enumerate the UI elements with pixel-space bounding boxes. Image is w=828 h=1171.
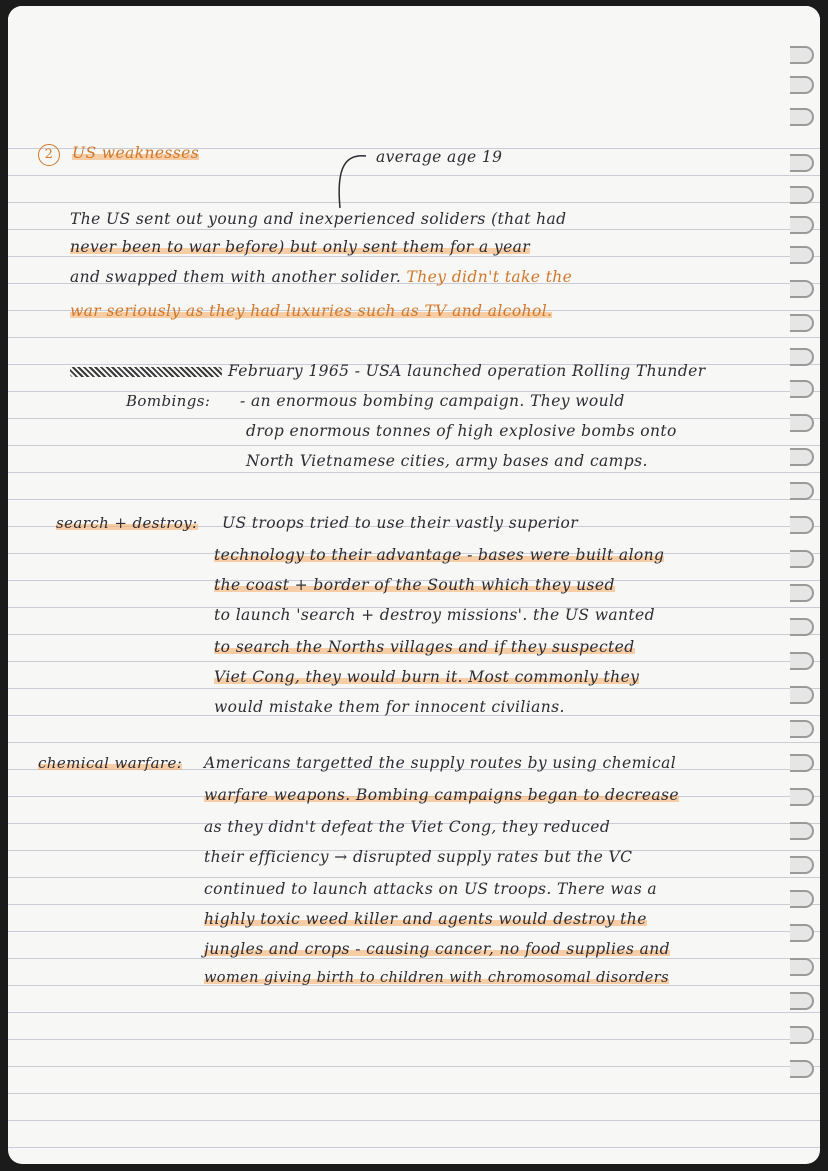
chemical-warfare-label: chemical warfare: <box>38 754 183 772</box>
ring-icon <box>790 482 814 500</box>
ring-icon <box>790 890 814 908</box>
search-line-3: the coast + border of the South which they used <box>214 576 615 594</box>
ring-icon <box>790 686 814 704</box>
ring-icon <box>790 348 814 366</box>
ring-icon <box>790 788 814 806</box>
search-line-4: to launch 'search + destroy missions'. the US wanted <box>214 606 655 624</box>
chemical-line-1: Americans targetted the supply routes by using chemical <box>204 754 677 772</box>
weakness-line-1: The US sent out young and inexperienced soliders (that had <box>70 210 567 228</box>
bombings-label: Bombings: <box>126 392 211 410</box>
page-header-space <box>8 6 820 122</box>
ring-icon <box>790 46 814 64</box>
ring-icon <box>790 76 814 94</box>
section-heading <box>38 144 199 166</box>
average-age-note: average age 19 <box>376 148 503 166</box>
ring-icon <box>790 584 814 602</box>
weakness-line-4: war seriously as they had luxuries such as TV and alcohol. <box>70 302 553 320</box>
search-line-1: US troops tried to use their vastly superior <box>222 514 579 532</box>
bombings-line-4: North Vietnamese cities, army bases and camps. <box>246 452 648 470</box>
section-title: US weaknesses <box>72 144 200 162</box>
ring-icon <box>790 246 814 264</box>
ring-icon <box>790 856 814 874</box>
notebook-page <box>8 6 820 1164</box>
weakness-line-2: never been to war before) but only sent them for a year <box>70 238 531 256</box>
ring-icon <box>790 1026 814 1044</box>
ring-icon <box>790 1060 814 1078</box>
ring-icon <box>790 924 814 942</box>
search-line-6: Viet Cong, they would burn it. Most commonly they <box>214 668 640 686</box>
chemical-line-4: their efficiency → disrupted supply rates but the VC <box>204 848 633 866</box>
search-line-7: would mistake them for innocent civilians. <box>214 698 565 716</box>
ring-icon <box>790 720 814 738</box>
ring-icon <box>790 414 814 432</box>
chemical-line-5: continued to launch attacks on US troops. There was a <box>204 880 658 898</box>
ring-icon <box>790 822 814 840</box>
arrow-icon <box>326 146 376 216</box>
bombings-line-3: drop enormous tonnes of high explosive bombs onto <box>246 422 677 440</box>
ring-icon <box>790 280 814 298</box>
ring-icon <box>790 516 814 534</box>
bombings-line-2: - an enormous bombing campaign. They would <box>240 392 625 410</box>
ring-icon <box>790 186 814 204</box>
ring-icon <box>790 108 814 126</box>
ring-icon <box>790 992 814 1010</box>
search-line-2: technology to their advantage - bases were built along <box>214 546 665 564</box>
ring-icon <box>790 550 814 568</box>
chemical-line-8: women giving birth to children with chromosomal disorders <box>204 970 669 986</box>
section-number: 2 <box>38 144 60 166</box>
ring-icon <box>790 154 814 172</box>
chemical-line-7: jungles and crops - causing cancer, no food supplies and <box>204 940 670 958</box>
chemical-line-3: as they didn't defeat the Viet Cong, they reduced <box>204 818 611 836</box>
ring-icon <box>790 958 814 976</box>
ring-icon <box>790 314 814 332</box>
ring-icon <box>790 380 814 398</box>
chemical-line-6: highly toxic weed killer and agents would destroy the <box>204 910 647 928</box>
weakness-line-3: and swapped them with another solider. They didn't take the <box>70 268 573 286</box>
ring-icon <box>790 618 814 636</box>
spiral-binding <box>778 36 814 1116</box>
ring-icon <box>790 216 814 234</box>
ring-icon <box>790 448 814 466</box>
ring-icon <box>790 754 814 772</box>
bombings-line-1: February 1965 - USA launched operation Rolling Thunder <box>70 362 706 380</box>
search-line-5: to search the Norths villages and if they suspected <box>214 638 635 656</box>
crossed-out-scribble <box>70 367 222 377</box>
chemical-line-2: warfare weapons. Bombing campaigns began to decrease <box>204 786 679 804</box>
search-destroy-label: search + destroy: <box>56 514 198 532</box>
ring-icon <box>790 652 814 670</box>
